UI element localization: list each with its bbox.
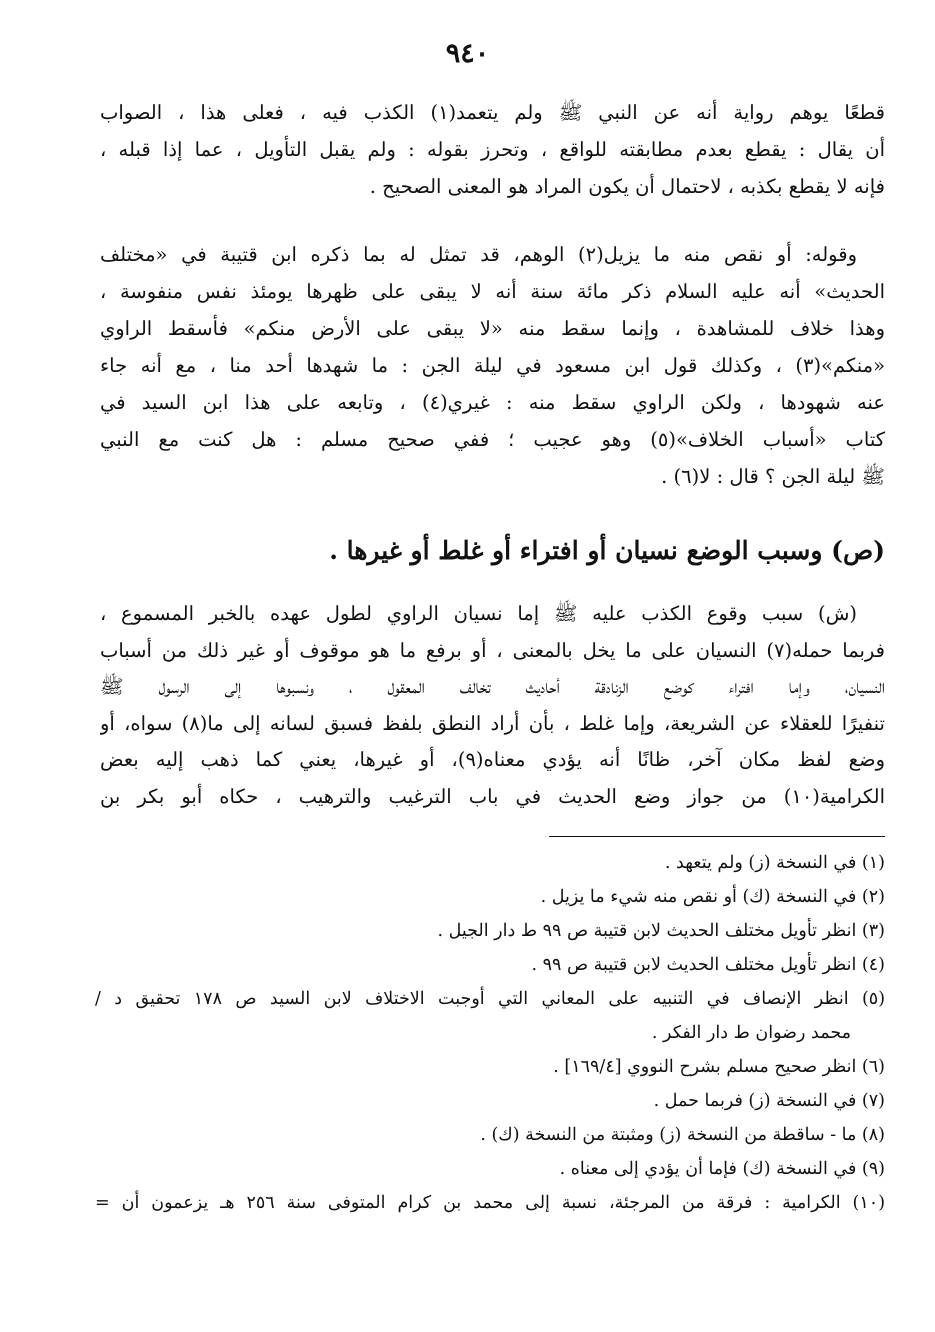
text-line: عنه شهودها ، ولكن الراوي سقط منه : غيري(٤) ، وتابعه على هذا ابن السيد في [100, 391, 885, 414]
footnote: (٦) انظر صحيح مسلم بشرح النووي [١٦٩/٤] . [553, 1057, 885, 1077]
footnote: (٤) انظر تأويل مختلف الحديث لابن قتيبة ص ٩٩ . [531, 955, 885, 975]
footnote-separator [549, 836, 885, 837]
page-number: ٩٤٠ [445, 38, 490, 69]
footnote: (٢) في النسخة (ك) أو نقص منه شيء ما يزيل . [540, 887, 885, 907]
footnote: (٧) في النسخة (ز) فربما حمل . [653, 1091, 885, 1111]
text-line: وقوله: أو نقص منه ما يزيل(٢) الوهم، قد تمثل له بما ذكره ابن قتيبة في «مختلف [100, 243, 857, 266]
text-line: أن يقال : يقطع بعدم مطابقته للواقع ، وتحرز بقوله : ولم يقبل التأويل ، عما إذا قبله ، [100, 138, 885, 161]
footnotes [95, 846, 885, 1220]
text-line: فربما حمله(٧) النسيان على ما يخل بالمعنى ، أو برفع ما هو موقوف أو غير ذلك من أسباب [100, 638, 885, 662]
text-line: الكرامية(١٠) من جواز وضع الحديث في باب الترغيب والترهيب ، حكاه أبو بكر بن [100, 784, 885, 808]
text-line: «منكم»(٣) ، وكذلك قول ابن مسعود في ليلة الجن : ما شهدها أحد منا ، مع أنه جاء [100, 354, 885, 377]
text-line: الحديث» أنه عليه السلام ذكر مائة سنة أنه لا يبقى على ظهرها يومئذ نفس منفوسة ، [100, 280, 885, 303]
footnote: (١) في النسخة (ز) ولم يتعهد . [664, 853, 885, 873]
footnote: (٨) ما - ساقطة من النسخة (ز) ومثبتة من النسخة (ك) . [480, 1125, 885, 1145]
footnote-continuation: محمد رضوان ط دار الفكر . [651, 1023, 851, 1043]
footnote: (٥) انظر الإنصاف في التنبيه على المعاني التي أوجبت الاختلاف لابن السيد ص ١٧٨ تحقيق د / [95, 989, 885, 1009]
text-line: ﷺ ليلة الجن ؟ قال : لا(٦) . [661, 465, 885, 488]
paragraph-1 [100, 94, 885, 205]
text-line: وهذا خلاف للمشاهدة ، وإنما سقط منه «لا يبقى على الأرض منكم» فأسقط الراوي [100, 317, 885, 340]
text-line: كتاب «أسباب الخلاف»(٥) وهو عجيب ؛ ففي صحيح مسلم : هل كنت مع النبي [100, 428, 885, 451]
paragraph-3 [100, 596, 885, 815]
text-line: تنفيرًا للعقلاء عن الشريعة، وإما غلط ، بأن أراد النطق بلفظ فسبق لسانه إلى ما(٨) سواه، أو [100, 711, 885, 735]
text-line: قطعًا يوهم رواية أنه عن النبي ﷺ ولم يتعمد(١) الكذب فيه ، فعلى هذا ، الصواب [100, 101, 885, 124]
footnote: (٣) انظر تأويل مختلف الحديث لابن قتيبة ص ٩٩ ط دار الجيل . [437, 921, 885, 941]
section-heading: (ص) وسبب الوضع نسيان أو افتراء أو غلط أو غيرها . [329, 536, 885, 565]
text-line: وضع لفظ مكان آخر، ظانًا أنه يؤدي معناه(٩)، أو غيرها، يعني كما ذهب إليه بعض [100, 748, 885, 771]
paragraph-2 [100, 236, 885, 495]
footnote: (٩) في النسخة (ك) فإما أن يؤدي إلى معناه . [559, 1159, 885, 1179]
text-line: فإنه لا يقطع بكذبه ، لاحتمال أن يكون المراد هو المعنى الصحيح . [369, 175, 885, 198]
footnote: (١٠) الكرامية : فرقة من المرجئة، نسبة إلى محمد بن كرام المتوفى سنة ٢٥٦ هـ يزعمون أن = [95, 1193, 885, 1213]
text-line: (ش) سبب وقوع الكذب عليه ﷺ إما نسيان الراوي لطول عهده بالخبر المسموع ، [100, 602, 857, 625]
text-line: النسيان، وإما افتراء كوضع الزنادقة أحاديث تخالف المعقول ، ونسبوها إلى الرسول ﷺ [100, 675, 885, 698]
